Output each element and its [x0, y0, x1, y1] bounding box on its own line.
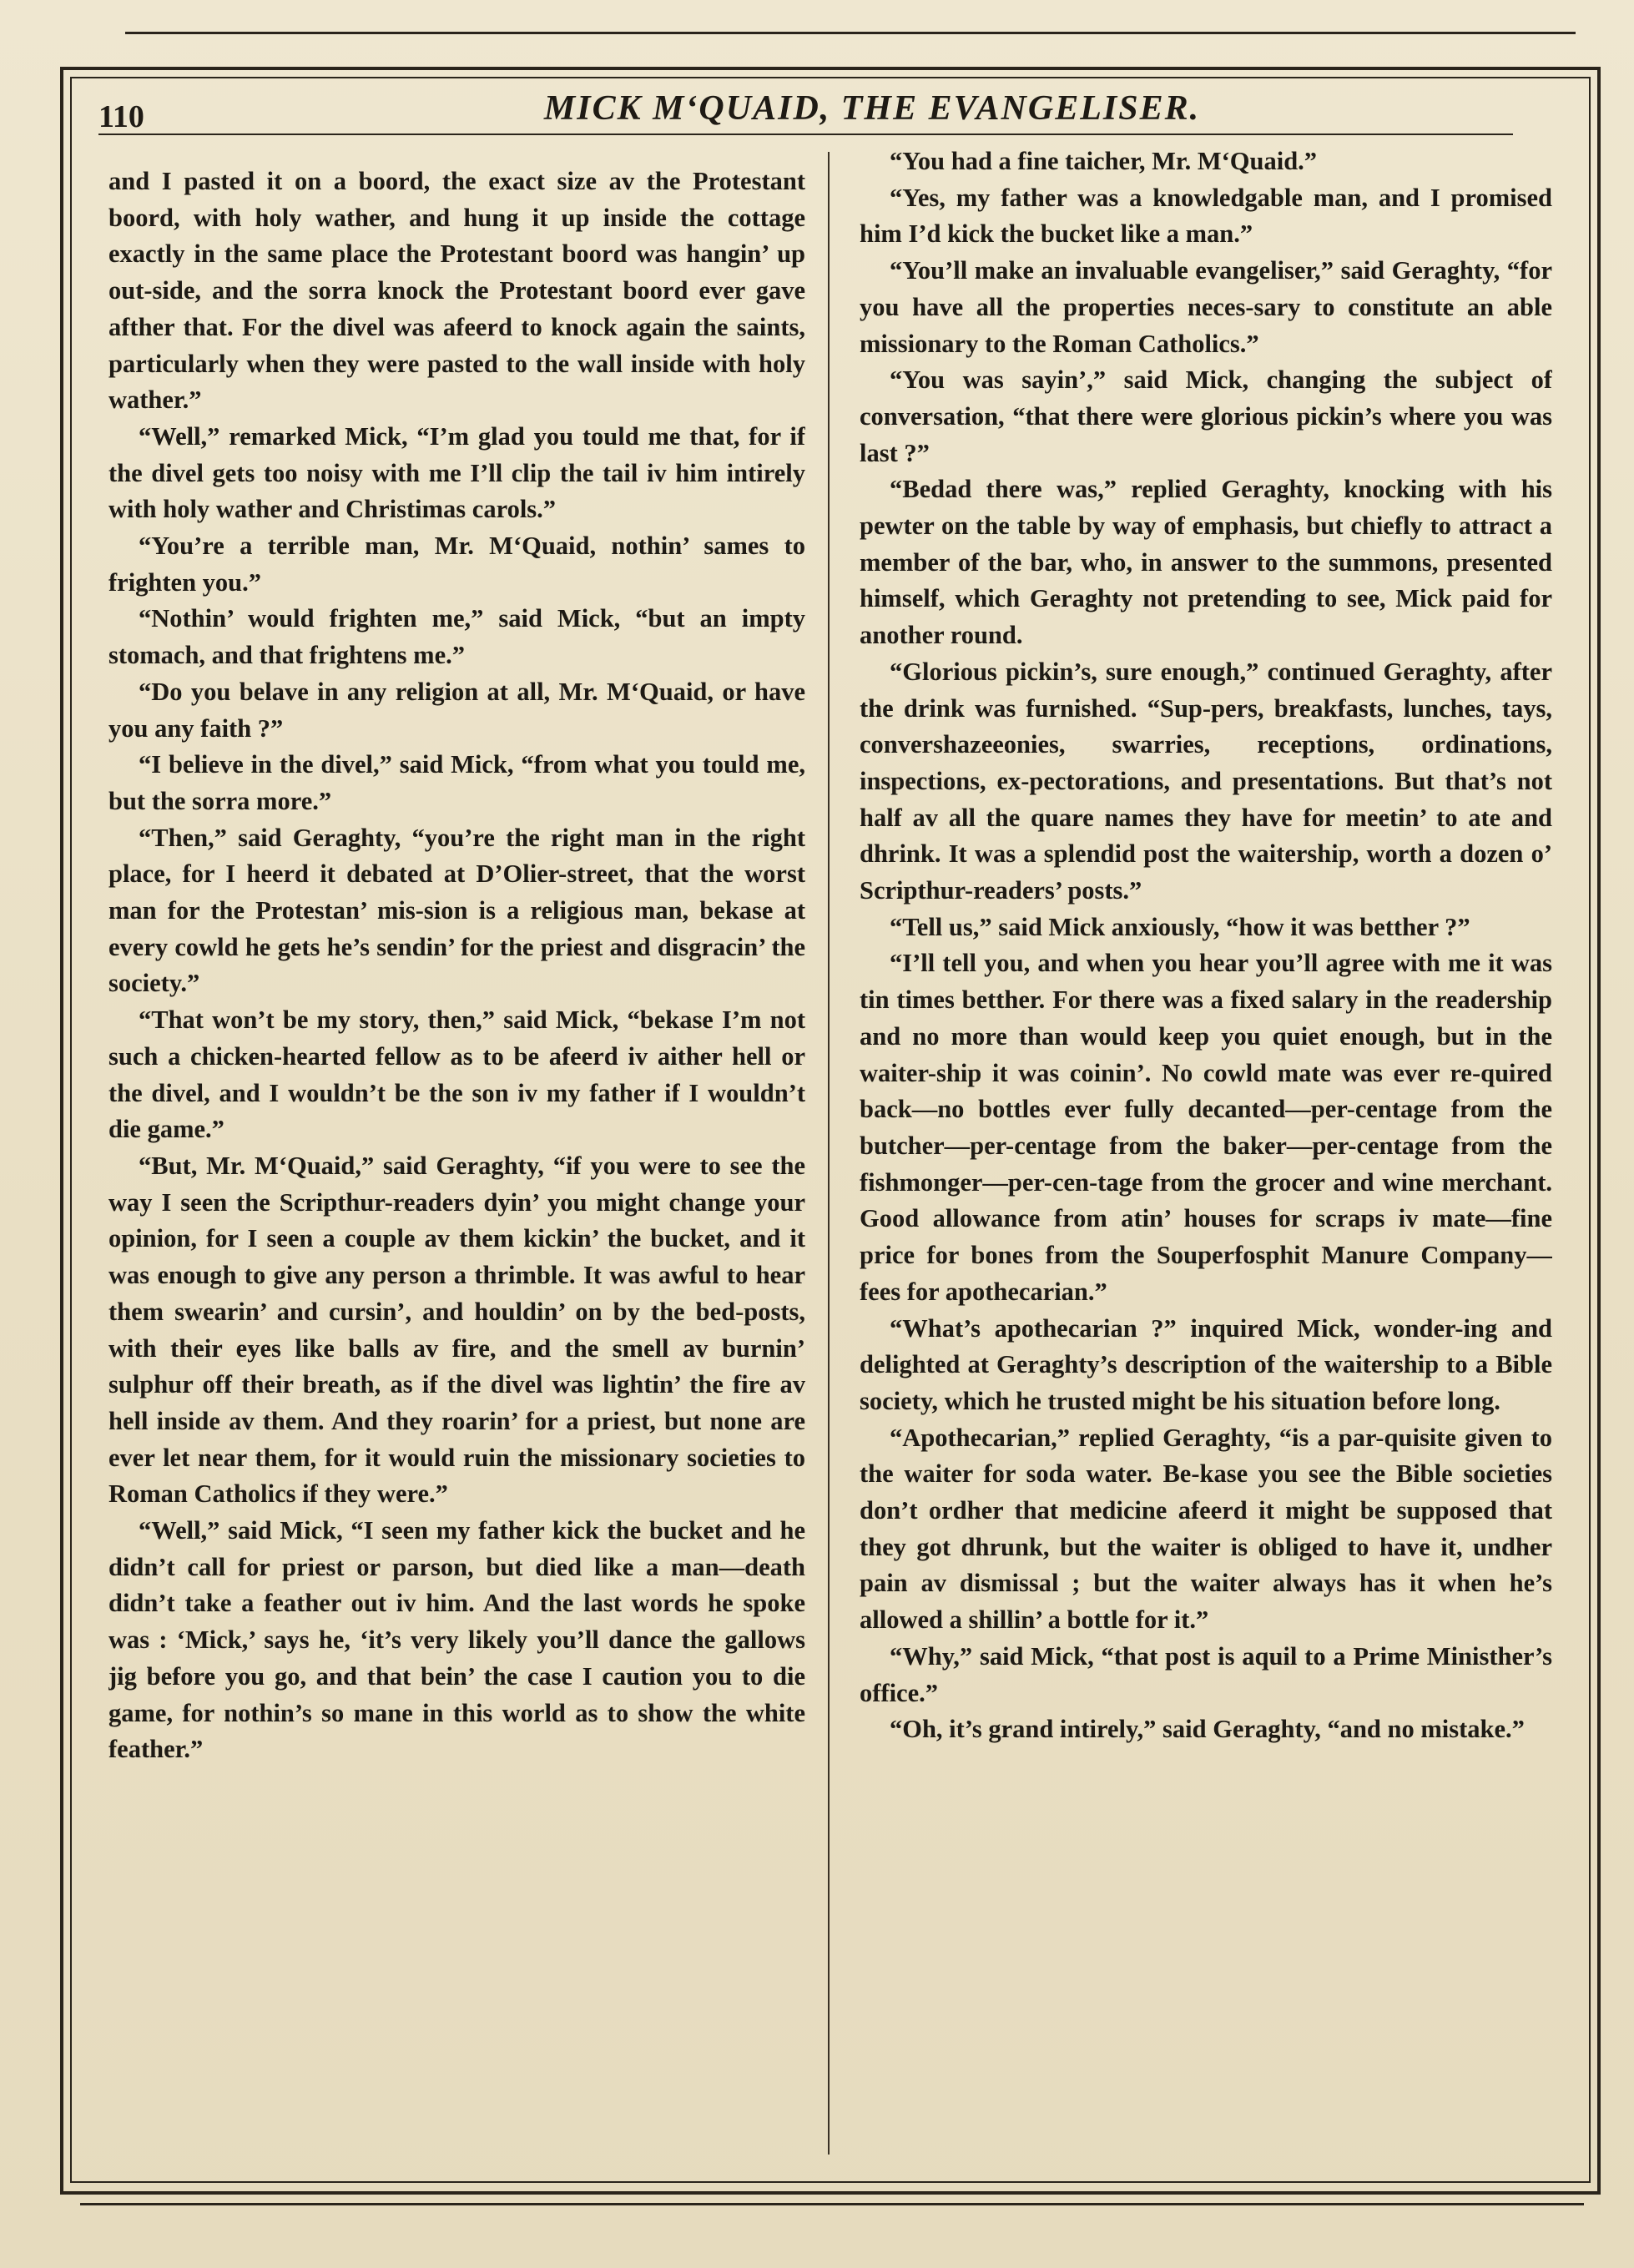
bottom-rule [80, 2203, 1584, 2205]
paragraph: “Glorious pickin’s, sure enough,” continued Geraghty, after the drink was furnished. “Sup-pers, breakfasts, lunches, tays, convershazeeonies, swarries, receptions, ordinations, inspections, ex-pectorations, and presentations. But that’s not half av all the quare names they have for meetin’ to ate and dhrink. It was a splendid post the waitership, worth a dozen o’ Scripthur-readers’ posts.” [860, 657, 1552, 905]
paragraph: “Nothin’ would frighten me,” said Mick, “but an impty stomach, and that frightens me.” [108, 604, 805, 670]
paragraph: “You’re a terrible man, Mr. M‘Quaid, nothin’ sames to frighten you.” [108, 532, 805, 597]
paragraph: “Oh, it’s grand intirely,” said Geraghty, “and no mistake.” [890, 1715, 1525, 1744]
paragraph: and I pasted it on a boord, the exact size av the Protestant boord, with holy wather, and hung it up inside the cottage exactly in the same place the Protestant boord was hangin’ up out-side, and the sorra knock the Protestant boord ever gave afther that. For the divel was afeerd to knock again the saints, particularly when they were pasted to the wall inside with holy wather.” [108, 167, 805, 415]
paragraph: “Well,” said Mick, “I seen my father kick the bucket and he didn’t call for priest or parson, but died like a man—death didn’t take a feather out iv him. And the last words he spoke was : ‘Mick,’ says he, ‘it’s very likely you’ll dance the gallows jig before you go, and that bein’ the case I caution you to die game, for nothin’s so mane in this world as to show the white feather.” [108, 1516, 805, 1764]
paragraph: “Why,” said Mick, “that post is aquil to a Prime Ministher’s office.” [860, 1641, 1552, 1707]
paragraph: “Yes, my father was a knowledgable man, and I promised him I’d kick the bucket like a man.” [860, 183, 1552, 249]
right-column [860, 144, 1552, 2121]
paragraph: “I’ll tell you, and when you hear you’ll agree with me it was tin times betther. For there was a fixed salary in the readership and no more than would keep you quiet enough, but in the waiter-ship it was coinin’. No cowld mate was ever re-quired back—no bottles ever fully decanted—per-centage from the butcher—per-centage from the baker—per-centage from the fishmonger—per-cen-tage from the grocer and wine merchant. Good allowance from atin’ houses for scraps iv mate—fine price for bones from the Souperfosphit Manure Company—fees for apothecarian.” [860, 949, 1552, 1306]
paragraph: “Well,” remarked Mick, “I’m glad you tould me that, for if the divel gets too noisy with me I’ll clip the tail iv him intirely with holy wather and Christimas carols.” [108, 421, 805, 524]
paragraph: “Tell us,” said Mick anxiously, “how it was betther ?” [890, 912, 1470, 941]
paragraph: “What’s apothecarian ?” inquired Mick, wonder-ing and delighted at Geraghty’s description of the waitership to a Bible society, which he trusted might be his situation before long. [860, 1313, 1552, 1415]
header-rule [98, 134, 1513, 135]
paragraph: “You was sayin’,” said Mick, changing the subject of conversation, “that there were glorious pickin’s where you was last ?” [860, 365, 1552, 467]
paragraph: “You’ll make an invaluable evangeliser,” said Geraghty, “for you have all the properties neces-sary to constitute an able missionary to the Roman Catholics.” [860, 256, 1552, 358]
paragraph: “Bedad there was,” replied Geraghty, knocking with his pewter on the table by way of emphasis, but chiefly to attract a member of the bar, who, in answer to the summons, presented himself, which Geraghty not pretending to see, Mick paid for another round. [860, 475, 1552, 650]
paragraph: “But, Mr. M‘Quaid,” said Geraghty, “if you were to see the way I seen the Scripthur-readers dyin’ you might change your opinion, for I seen a couple av them kickin’ the bucket, and it was enough to give any person a thrimble. It was awful to hear them swearin’ and cursin’, and houldin’ on by the bed-posts, with their eyes like balls av fire, and the smell av burnin’ sulphur off their breath, as if the divel was lightin’ the fire av hell inside av them. And they roarin’ for a priest, but none are ever let near them, for it would ruin the missionary societies to Roman Catholics if they were.” [108, 1151, 805, 1509]
left-column [108, 164, 805, 2141]
paragraph: “You had a fine taicher, Mr. M‘Quaid.” [890, 147, 1318, 175]
paragraph: “That won’t be my story, then,” said Mick, “bekase I’m not such a chicken-hearted fellow as to be afeerd iv aither hell or the divel, and I wouldn’t be the son iv my father if I wouldn’t die game.” [108, 1005, 805, 1144]
paragraph: “Apothecarian,” replied Geraghty, “is a par-quisite given to the waiter for soda water. Be-kase you see the Bible societies don’t ordher that medicine afeerd it might be supposed that they got dhrunk, but the waiter is obliged to have it, undher pain av dismissal ; but the waiter always has it when he’s allowed a shillin’ a bottle for it.” [860, 1423, 1552, 1635]
paragraph: “I believe in the divel,” said Mick, “from what you tould me, but the sorra more.” [108, 750, 805, 815]
paragraph: “Do you belave in any religion at all, Mr. M‘Quaid, or have you any faith ?” [108, 677, 805, 743]
column-divider [828, 152, 830, 2155]
paragraph: “Then,” said Geraghty, “you’re the right man in the right place, for I heerd it debated at D’Olier-street, that the worst man for the Protestan’ mis-sion is a religious man, bekase at every cowld he gets he’s sendin’ for the priest and disgracin’ the society.” [108, 823, 805, 998]
running-title: MICK M‘QUAID, THE EVANGELISER. [543, 89, 1201, 128]
page-number: 110 [98, 99, 144, 134]
top-rule [125, 32, 1576, 34]
